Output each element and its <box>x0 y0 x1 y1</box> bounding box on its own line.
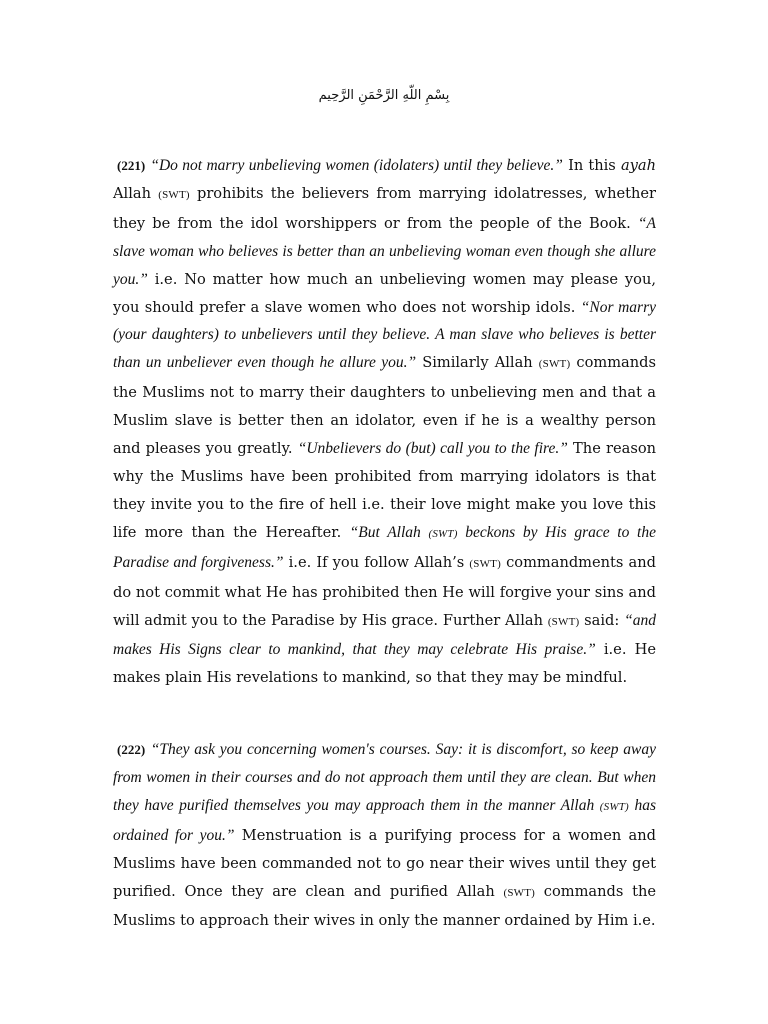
commentary-text: i.e. If you follow Allah’s <box>283 553 470 571</box>
commentary-text: prohibits the believers from marrying idolatresses, whether they be from the idol worshippers or from the people of the Book. <box>113 184 656 232</box>
italic-term: ayah <box>620 157 656 174</box>
quran-quote: “and makes His Signs clear to mankind, that they may celebrate His praise.” <box>113 611 656 659</box>
commentary-text: In this <box>562 157 621 174</box>
swt-abbreviation: (SWT) <box>538 358 571 371</box>
quran-quote: “Do not marry unbelieving women (idolaters) until they believe.” <box>150 157 563 174</box>
commentary-text: commands the Muslims to approach their wives in only the manner ordained by Him i.e. <box>113 882 656 930</box>
verse-number: (222) <box>117 742 146 757</box>
commentary-text: i.e. No matter how much an unbelieving women may please you, you should prefer a slave women who does not worship idols. <box>113 270 656 316</box>
swt-abbreviation: (SWT) <box>503 886 536 899</box>
swt-abbreviation: (SWT) <box>469 557 501 570</box>
commentary-text: Similarly Allah <box>416 354 539 372</box>
verse-number: (221) <box>117 158 146 173</box>
verse-221-commentary <box>113 152 656 692</box>
swt-abbreviation: (SWT) <box>428 527 458 540</box>
quran-quote: “Unbelievers do (but) call you to the fire.” <box>297 440 568 458</box>
commentary-text: Menstruation is a purifying process for a women and Muslims have been commanded not to go near their wives until they get purified. Once they are clean and purified Allah <box>113 826 656 900</box>
quran-quote: “A slave woman who believes is better than an unbelieving woman even though she allure you.” <box>113 214 656 288</box>
quote-fragment: “But Allah <box>349 523 429 541</box>
swt-abbreviation: (SWT) <box>158 188 190 201</box>
quote-fragment: has ordained for you.” <box>113 796 656 844</box>
quran-quote: “Nor marry (your daughters) to unbelievers until they believe. A man slave who believes is better than un unbeliever even though he allure you.” <box>113 298 656 372</box>
commentary-text: commands the Muslims not to marry their daughters to unbelieving men and that a Muslim slave is better then an idolator, even if he is a wealthy person and pleases you greatly. <box>113 354 656 458</box>
commentary-text: The reason why the Muslims have been prohibited from marrying idolators is that they invite you to the fire of hell i.e. their love might make you love this life more than the Hereafter. <box>113 440 657 541</box>
quote-fragment: beckons by His grace to the Paradise and forgiveness.” <box>113 523 656 571</box>
commentary-text: commandments and do not commit what He has prohibited then He will forgive your sins and will admit you to the Paradise by His grace. Further Allah <box>113 553 656 629</box>
swt-abbreviation: (SWT) <box>599 800 629 813</box>
bismillah-heading: بِسْمِ اللّهِ الرَّحْمَنِ الرَّحِيم <box>318 88 450 103</box>
verse-222-commentary <box>113 736 656 935</box>
commentary-text: i.e. He makes plain His revelations to mankind, so that they may be mindful. <box>113 641 656 687</box>
quote-fragment: “They ask you concerning women's courses. Say: it is discomfort, so keep away from women in their courses and do not approach them until they are clean. But when they have purified themselves you may approach them in the manner Allah <box>113 741 656 814</box>
commentary-text: said: <box>579 611 625 629</box>
swt-abbreviation: (SWT) <box>547 615 580 628</box>
commentary-text: Allah <box>113 184 159 202</box>
